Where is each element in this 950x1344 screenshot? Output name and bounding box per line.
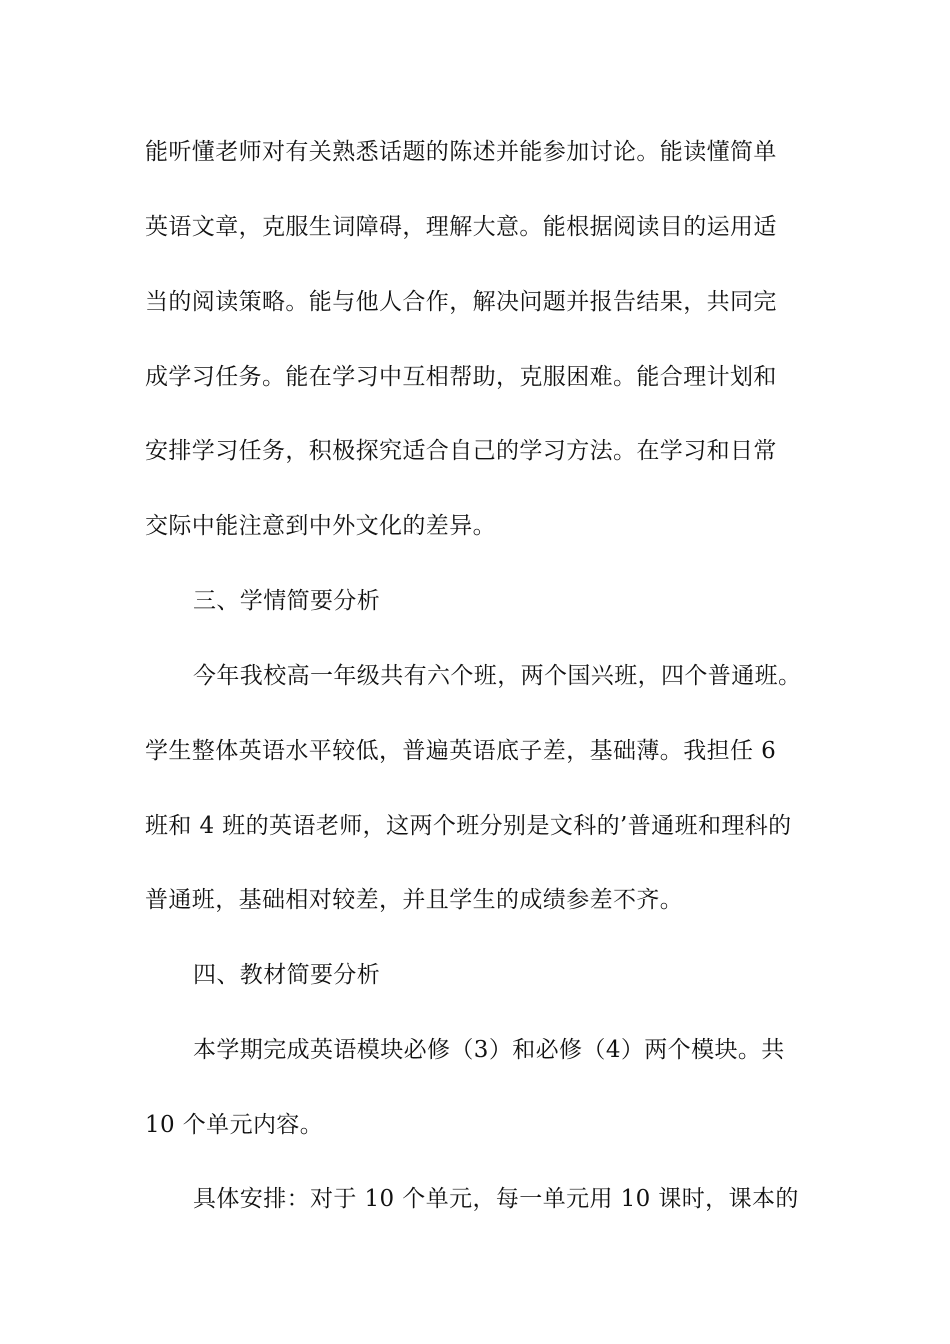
section-heading: 三、学情简要分析 <box>193 588 381 614</box>
section-heading: 四、教材简要分析 <box>193 962 381 988</box>
paragraph-line: 普通班，基础相对较差，并且学生的成绩参差不齐。 <box>145 887 684 913</box>
paragraph-line: 英语文章，克服生词障碍，理解大意。能根据阅读目的运用适 <box>145 214 777 240</box>
paragraph-line: 班和 4 班的英语老师，这两个班分别是文科的’普通班和理科的 <box>145 813 792 839</box>
paragraph-line: 当的阅读策略。能与他人合作，解决问题并报告结果，共同完 <box>145 289 777 315</box>
paragraph-line: 安排学习任务，积极探究适合自己的学习方法。在学习和日常 <box>145 438 777 464</box>
paragraph-line: 交际中能注意到中外文化的差异。 <box>145 513 496 539</box>
paragraph-line: 今年我校高一年级共有六个班，两个国兴班，四个普通班。 <box>193 663 802 689</box>
paragraph-line: 学生整体英语水平较低，普遍英语底子差，基础薄。我担任 6 <box>145 738 777 764</box>
paragraph-line: 成学习任务。能在学习中互相帮助，克服困难。能合理计划和 <box>145 364 777 390</box>
paragraph-line: 具体安排：对于 10 个单元，每一单元用 10 课时，课本的 <box>193 1186 799 1212</box>
paragraph-line: 10 个单元内容。 <box>145 1112 324 1138</box>
paragraph-line: 本学期完成英语模块必修（3）和必修（4）两个模块。共 <box>193 1037 785 1063</box>
paragraph-line: 能听懂老师对有关熟悉话题的陈述并能参加讨论。能读懂简单 <box>145 139 777 165</box>
